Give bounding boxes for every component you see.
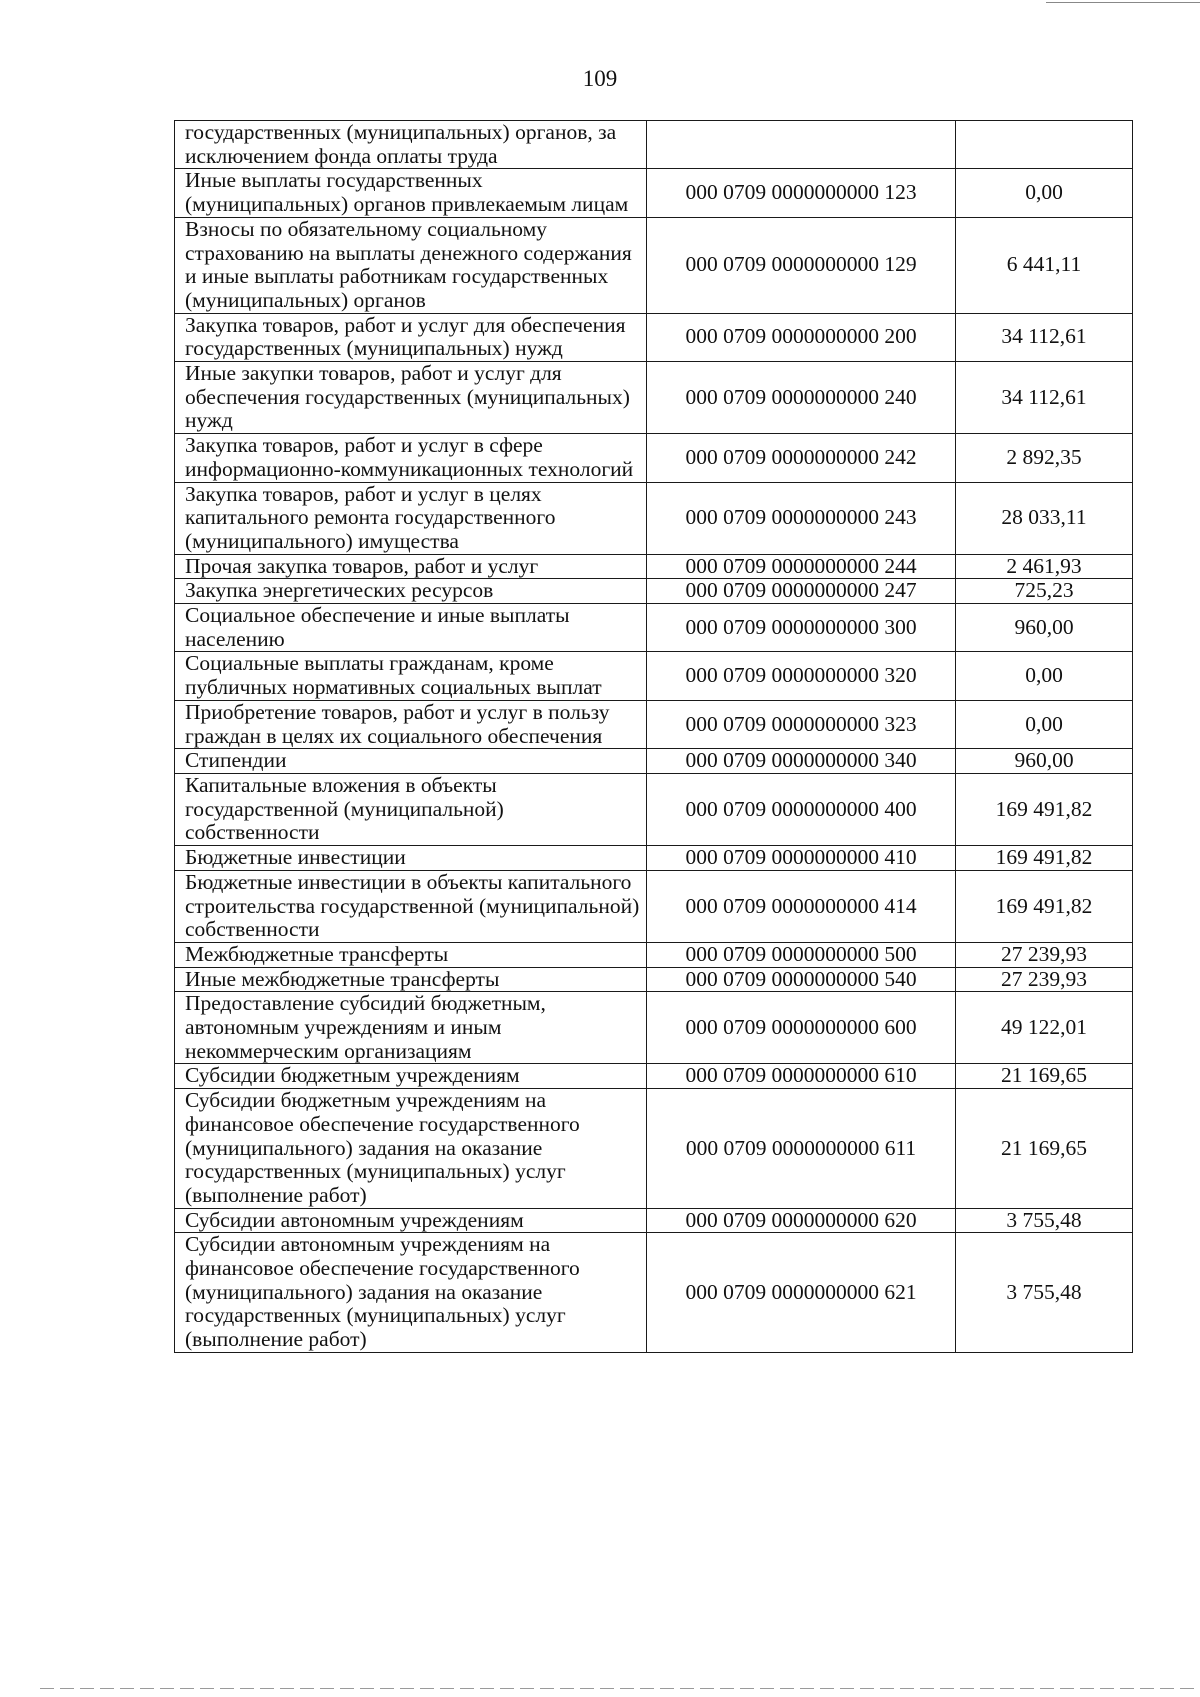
row-code-cell: 000 0709 0000000000 500: [647, 942, 956, 967]
row-amount-cell: 960,00: [956, 604, 1133, 652]
row-amount-cell: 0,00: [956, 652, 1133, 700]
row-amount-cell: 169 491,82: [956, 846, 1133, 871]
row-amount-cell: 960,00: [956, 749, 1133, 774]
table-row: [175, 1089, 1133, 1209]
row-amount-cell: 169 491,82: [956, 870, 1133, 942]
row-name-cell: Взносы по обязательному социальному страхованию на выплаты денежного содержания и иные выплаты работникам государственных (муниципальных) органов: [175, 217, 647, 313]
row-name-cell: Иные межбюджетные трансферты: [175, 967, 647, 992]
row-code-cell: 000 0709 0000000000 243: [647, 482, 956, 554]
row-code-cell: 000 0709 0000000000 244: [647, 554, 956, 579]
row-name-cell: Стипендии: [175, 749, 647, 774]
table-row: [175, 169, 1133, 217]
row-name-cell: Межбюджетные трансферты: [175, 942, 647, 967]
row-name-cell: Закупка энергетических ресурсов: [175, 579, 647, 604]
row-amount-cell: 21 169,65: [956, 1064, 1133, 1089]
row-name-cell: государственных (муниципальных) органов, за исключением фонда оплаты труда: [175, 121, 647, 169]
row-name-cell: Прочая закупка товаров, работ и услуг: [175, 554, 647, 579]
row-name-cell: Бюджетные инвестиции: [175, 846, 647, 871]
row-amount-cell: 28 033,11: [956, 482, 1133, 554]
row-code-cell: 000 0709 0000000000 600: [647, 992, 956, 1064]
table-row: [175, 482, 1133, 554]
row-code-cell: 000 0709 0000000000 242: [647, 434, 956, 482]
row-name-cell: Бюджетные инвестиции в объекты капитального строительства государственной (муниципальной) собственности: [175, 870, 647, 942]
budget-expenditure-table: [174, 120, 1133, 1353]
row-amount-cell: 0,00: [956, 169, 1133, 217]
table-row: [175, 1064, 1133, 1089]
row-name-cell: Иные закупки товаров, работ и услуг для обеспечения государственных (муниципальных) нужд: [175, 362, 647, 434]
row-name-cell: Субсидии автономным учреждениям: [175, 1208, 647, 1233]
row-amount-cell: 49 122,01: [956, 992, 1133, 1064]
row-name-cell: Капитальные вложения в объекты государственной (муниципальной) собственности: [175, 773, 647, 845]
row-code-cell: 000 0709 0000000000 620: [647, 1208, 956, 1233]
row-amount-cell: 3 755,48: [956, 1208, 1133, 1233]
row-name-cell: Субсидии бюджетным учреждениям на финансовое обеспечение государственного (муниципального) задания на оказание государственных (муниципальных) услуг (выполнение работ): [175, 1089, 647, 1209]
row-name-cell: Закупка товаров, работ и услуг в целях капитального ремонта государственного (муниципального) имущества: [175, 482, 647, 554]
row-code-cell: 000 0709 0000000000 200: [647, 313, 956, 361]
row-amount-cell: 34 112,61: [956, 362, 1133, 434]
table-row: [175, 942, 1133, 967]
row-name-cell: Приобретение товаров, работ и услуг в пользу граждан в целях их социального обеспечения: [175, 700, 647, 748]
table-row: [175, 652, 1133, 700]
row-amount-cell: [956, 121, 1133, 169]
table-row: [175, 121, 1133, 169]
row-amount-cell: 34 112,61: [956, 313, 1133, 361]
row-amount-cell: 27 239,93: [956, 942, 1133, 967]
row-name-cell: Предоставление субсидий бюджетным, автономным учреждениям и иным некоммерческим организациям: [175, 992, 647, 1064]
row-name-cell: Субсидии автономным учреждениям на финансовое обеспечение государственного (муниципального) задания на оказание государственных (муниципальных) услуг (выполнение работ): [175, 1233, 647, 1353]
row-amount-cell: 2 892,35: [956, 434, 1133, 482]
table-row: [175, 579, 1133, 604]
row-name-cell: Закупка товаров, работ и услуг в сфере информационно-коммуникационных технологий: [175, 434, 647, 482]
table-row: [175, 1233, 1133, 1353]
table-row: [175, 992, 1133, 1064]
row-code-cell: 000 0709 0000000000 410: [647, 846, 956, 871]
page-number: 109: [582, 66, 618, 91]
row-amount-cell: 21 169,65: [956, 1089, 1133, 1209]
table-row: [175, 313, 1133, 361]
row-amount-cell: 27 239,93: [956, 967, 1133, 992]
table-row: [175, 362, 1133, 434]
row-code-cell: 000 0709 0000000000 323: [647, 700, 956, 748]
row-name-cell: Закупка товаров, работ и услуг для обеспечения государственных (муниципальных) нужд: [175, 313, 647, 361]
table-row: [175, 773, 1133, 845]
table-row: [175, 870, 1133, 942]
table-row: [175, 749, 1133, 774]
row-name-cell: Социальные выплаты гражданам, кроме публичных нормативных социальных выплат: [175, 652, 647, 700]
row-amount-cell: 725,23: [956, 579, 1133, 604]
row-code-cell: 000 0709 0000000000 320: [647, 652, 956, 700]
row-amount-cell: 6 441,11: [956, 217, 1133, 313]
table-row: [175, 217, 1133, 313]
table-row: [175, 604, 1133, 652]
row-code-cell: 000 0709 0000000000 240: [647, 362, 956, 434]
row-code-cell: 000 0709 0000000000 300: [647, 604, 956, 652]
row-code-cell: 000 0709 0000000000 414: [647, 870, 956, 942]
row-code-cell: 000 0709 0000000000 621: [647, 1233, 956, 1353]
row-code-cell: 000 0709 0000000000 610: [647, 1064, 956, 1089]
row-code-cell: 000 0709 0000000000 123: [647, 169, 956, 217]
table-row: [175, 967, 1133, 992]
row-name-cell: Иные выплаты государственных (муниципальных) органов привлекаемым лицам: [175, 169, 647, 217]
row-code-cell: 000 0709 0000000000 400: [647, 773, 956, 845]
table-row: [175, 700, 1133, 748]
scan-edge-line: [1046, 2, 1200, 3]
row-amount-cell: 2 461,93: [956, 554, 1133, 579]
table-row: [175, 1208, 1133, 1233]
row-code-cell: 000 0709 0000000000 611: [647, 1089, 956, 1209]
row-name-cell: Социальное обеспечение и иные выплаты населению: [175, 604, 647, 652]
row-code-cell: 000 0709 0000000000 129: [647, 217, 956, 313]
table-row: [175, 554, 1133, 579]
table-body: [175, 121, 1133, 1353]
row-code-cell: 000 0709 0000000000 247: [647, 579, 956, 604]
row-amount-cell: 3 755,48: [956, 1233, 1133, 1353]
scan-edge-line: [40, 1688, 1200, 1689]
row-code-cell: [647, 121, 956, 169]
row-code-cell: 000 0709 0000000000 340: [647, 749, 956, 774]
row-amount-cell: 169 491,82: [956, 773, 1133, 845]
table-row: [175, 434, 1133, 482]
row-code-cell: 000 0709 0000000000 540: [647, 967, 956, 992]
row-name-cell: Субсидии бюджетным учреждениям: [175, 1064, 647, 1089]
row-amount-cell: 0,00: [956, 700, 1133, 748]
table-row: [175, 846, 1133, 871]
